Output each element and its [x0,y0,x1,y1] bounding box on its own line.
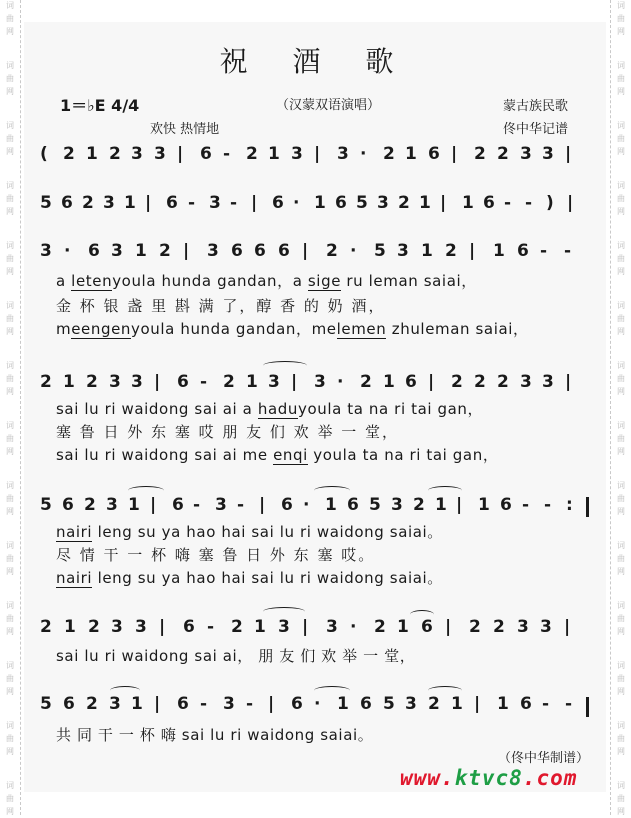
notation-symbol: - [542,694,550,714]
watermark-glyph: 曲 [6,254,14,263]
notation-symbol: - [188,193,196,213]
notation-symbol: 6 [183,617,195,637]
watermark-glyph: 曲 [617,374,625,383]
notation-symbol: 5 [40,193,52,213]
key-signature: 1＝♭E 4/4 [60,96,140,115]
notation-symbol: - [525,193,533,213]
notation-coda-line-2 [40,694,600,724]
barline: | [314,144,321,164]
lyric-chinese-line: 金 杯 银 盏 里 斟 满 了，醇 香 的 奶 酒， [56,297,386,315]
notation-symbol: 3 [391,495,403,515]
notation-symbol: 6 [61,193,73,213]
notation-symbol: 3 [268,372,280,392]
notation-intro-line-2 [40,193,600,223]
watermark-glyph: 词 [6,421,14,430]
notation-symbol: - [540,241,548,261]
notation-symbol: 2 [469,617,481,637]
tie-mark [428,686,462,695]
repeat-end-barline [586,497,589,517]
notation-symbol: - [200,372,208,392]
notation-symbol: 1 [419,193,431,213]
notation-symbol: - [504,193,512,213]
watermark-glyph: 网 [617,147,625,156]
notation-symbol: 3 [111,617,123,637]
tempo-marking: 欢快 热情地 [150,122,220,137]
notation-symbol: 3 [111,241,123,261]
notation-symbol: 2 [40,372,52,392]
notation-symbol: 1 [462,193,474,213]
barline: | [456,495,463,515]
watermark-glyph: 网 [6,567,14,576]
notation-symbol: 3 [314,372,326,392]
watermark-glyph: 词 [6,541,14,550]
watermark-glyph: 网 [617,87,625,96]
watermark-glyph: 网 [6,807,14,816]
tie-mark [128,486,164,495]
notation-symbol: 1 [128,495,140,515]
notation-symbol: - [564,241,572,261]
watermark-glyph: 网 [6,267,14,276]
notation-symbol: 2 [159,241,171,261]
watermark-glyph: 词 [617,61,625,70]
watermark-glyph: 词 [617,601,625,610]
barline: | [440,193,447,213]
lyric-mongolian-line: nairi leng su ya hao hai sai lu ri waidong saiai。 [56,523,443,541]
notation-symbol: 6 [200,144,212,164]
watermark-glyph: 曲 [617,134,625,143]
notation-symbol: 2 [383,144,395,164]
notation-symbol: ) [546,193,554,213]
notation-symbol: · [360,144,367,164]
watermark-glyph: 曲 [6,14,14,23]
notation-symbol: 3 [377,193,389,213]
notation-symbol: 1 [135,241,147,261]
notation-symbol: 5 [374,241,386,261]
notation-symbol: 6 [281,495,293,515]
notation-symbol: 1 [246,372,258,392]
watermark-glyph: 曲 [6,674,14,683]
barline: | [154,372,161,392]
barline: | [150,495,157,515]
notation-symbol: 2 [82,193,94,213]
watermark-glyph: 词 [6,121,14,130]
notation-symbol: 3 [337,144,349,164]
song-origin: 蒙古族民歌 [503,99,569,114]
notation-symbol: 6 [291,694,303,714]
notation-symbol: 2 [63,144,75,164]
lyric-mongolian-line: sai lu ri waidong sai ai a haduyoula ta na ri tai gan， [56,400,484,418]
site-logo-link[interactable]: www.ktvc8.com [400,766,578,790]
right-watermark-column [610,0,631,815]
watermark-glyph: 词 [617,661,625,670]
tie-mark [428,486,462,495]
tie-mark [314,686,350,695]
notation-symbol: · [350,617,357,637]
barline: | [177,144,184,164]
barline: | [302,241,309,261]
notation-symbol: 2 [84,495,96,515]
notation-symbol: 5 [356,193,368,213]
notation-symbol: 3 [405,694,417,714]
notation-symbol: - [207,617,215,637]
watermark-glyph: 曲 [6,434,14,443]
watermark-glyph: 曲 [617,554,625,563]
notation-symbol: 6 [172,495,184,515]
watermark-glyph: 曲 [617,434,625,443]
notation-symbol: 3 [542,372,554,392]
watermark-glyph: 词 [617,241,625,250]
notation-symbol: - [223,144,231,164]
notation-symbol: 2 [428,694,440,714]
notation-symbol: - [193,495,201,515]
final-barline [586,697,589,717]
notation-symbol: 5 [40,495,52,515]
watermark-glyph: 词 [6,361,14,370]
lyric-mongolian-line: nairi leng su ya hao hai sai lu ri waidong saiai。 [56,569,443,587]
notation-symbol: 6 [166,193,178,213]
notation-symbol: 6 [517,241,529,261]
tie-mark [110,686,140,695]
watermark-glyph: 词 [6,661,14,670]
notation-symbol: 3 [135,617,147,637]
notation-symbol: 6 [177,372,189,392]
watermark-glyph: 曲 [617,194,625,203]
lyric-mongolian-line: a letenyoula hunda gandan，a sige ru leman saiai， [56,272,477,290]
notation-symbol: 5 [40,694,52,714]
watermark-glyph: 曲 [617,494,625,503]
tie-mark [263,361,307,370]
notation-symbol: 1 [254,617,266,637]
watermark-glyph: 网 [617,507,625,516]
notation-symbol: - [200,694,208,714]
barline: | [445,617,452,637]
notation-symbol: - [544,495,552,515]
notation-symbol: 3 [131,372,143,392]
watermark-glyph: 曲 [6,734,14,743]
watermark-glyph: 词 [617,421,625,430]
watermark-glyph: 曲 [6,494,14,503]
watermark-glyph: 曲 [617,614,625,623]
watermark-glyph: 曲 [617,14,625,23]
barline: | [145,193,152,213]
watermark-glyph: 曲 [617,734,625,743]
lyric-mongolian-line: meengenyoula hunda gandan，melemen zhuleman saiai， [56,320,529,338]
notation-symbol: 2 [246,144,258,164]
notation-symbol: 3 [109,372,121,392]
watermark-glyph: 网 [6,687,14,696]
notation-symbol: 6 [500,495,512,515]
watermark-glyph: 词 [617,781,625,790]
lyric-chinese-line: 塞 鲁 日 外 东 塞 哎 朋 友 们 欢 举 一 堂， [56,423,399,441]
notation-symbol: 5 [369,495,381,515]
subtitle: （汉蒙双语演唱） [276,98,381,113]
notation-verse-line-1 [40,241,600,271]
watermark-glyph: 网 [617,447,625,456]
barline: | [183,241,190,261]
notation-symbol: 6 [62,495,74,515]
watermark-glyph: 网 [617,567,625,576]
watermark-glyph: 词 [617,1,625,10]
watermark-glyph: 网 [6,447,14,456]
notation-symbol: 2 [398,193,410,213]
watermark-glyph: 网 [6,507,14,516]
notation-symbol: 6 [272,193,284,213]
notation-symbol: 3 [278,617,290,637]
watermark-glyph: 曲 [6,74,14,83]
barline: | [302,617,309,637]
watermark-glyph: 词 [617,541,625,550]
barline: | [451,144,458,164]
notation-symbol: · [64,241,71,261]
watermark-glyph: 网 [6,147,14,156]
notation-symbol: 2 [474,144,486,164]
notation-symbol: 3 [131,144,143,164]
barline: | [474,694,481,714]
watermark-glyph: 网 [617,327,625,336]
watermark-glyph: 曲 [617,254,625,263]
watermark-glyph: 曲 [6,374,14,383]
barline: | [259,495,266,515]
barline: | [251,193,258,213]
watermark-glyph: 曲 [6,134,14,143]
notation-symbol: 2 [223,372,235,392]
notation-symbol: 3 [109,694,121,714]
notation-symbol: 3 [154,144,166,164]
watermark-glyph: 网 [617,747,625,756]
watermark-glyph: 网 [6,327,14,336]
watermark-glyph: 词 [617,301,625,310]
notation-symbol: 2 [374,617,386,637]
notation-symbol: 6 [278,241,290,261]
notation-symbol: 3 [517,617,529,637]
barline: | [291,372,298,392]
notation-symbol: 1 [131,694,143,714]
notation-symbol: 1 [383,372,395,392]
notation-symbol: 6 [254,241,266,261]
notation-symbol: 6 [428,144,440,164]
watermark-glyph: 词 [617,181,625,190]
notation-symbol: 1 [86,144,98,164]
watermark-glyph: 曲 [617,794,625,803]
watermark-glyph: 网 [617,27,625,36]
watermark-glyph: 词 [6,301,14,310]
notation-symbol: 2 [497,372,509,392]
left-watermark-column [0,0,21,815]
notation-symbol: 3 [215,495,227,515]
notation-symbol: 6 [360,694,372,714]
notation-symbol: 6 [421,617,433,637]
notation-symbol: 6 [88,241,100,261]
notation-symbol: 3 [40,241,52,261]
notation-symbol: 1 [493,241,505,261]
watermark-glyph: 曲 [6,314,14,323]
notation-symbol: 2 [493,617,505,637]
barline: | [565,144,572,164]
notation-symbol: 1 [478,495,490,515]
notation-symbol: 1 [314,193,326,213]
barline: | [268,694,275,714]
notation-symbol: 3 [520,144,532,164]
notation-symbol: 3 [326,617,338,637]
lyric-coda-line: sai lu ri waidong sai ai， 朋 友 们 欢 举 一 堂， [56,647,416,665]
watermark-glyph: 网 [617,627,625,636]
watermark-glyph: 词 [6,721,14,730]
watermark-glyph: 词 [6,781,14,790]
notation-symbol: 3 [520,372,532,392]
watermark-glyph: 曲 [6,554,14,563]
notation-symbol: 6 [231,241,243,261]
notation-symbol: 3 [207,241,219,261]
notation-symbol: 6 [63,694,75,714]
lyric-chinese-line: 尽 情 干 一 杯 嗨 塞 鲁 日 外 东 塞 哎。 [56,546,376,564]
notation-symbol: 5 [383,694,395,714]
notation-symbol: 2 [474,372,486,392]
notation-symbol: 3 [106,495,118,515]
notation-symbol: · [350,241,357,261]
notation-symbol: 1 [337,694,349,714]
notation-symbol: 6 [483,193,495,213]
watermark-glyph: 网 [617,207,625,216]
watermark-glyph: 词 [6,241,14,250]
notation-symbol: - [237,495,245,515]
watermark-glyph: 词 [617,481,625,490]
barline: | [428,372,435,392]
notation-symbol: 6 [520,694,532,714]
lyric-mongolian-line: sai lu ri waidong sai ai me enqi youla ta na ri tai gan， [56,446,499,464]
notation-symbol: 2 [231,617,243,637]
watermark-glyph: 网 [6,627,14,636]
watermark-glyph: 网 [6,387,14,396]
watermark-glyph: 网 [617,807,625,816]
watermark-glyph: 网 [6,87,14,96]
watermark-glyph: 网 [617,267,625,276]
watermark-glyph: 词 [617,721,625,730]
song-title: 祝 酒 歌 [219,45,412,78]
notation-symbol: 6 [405,372,417,392]
transcriber: 佟中华记谱 [503,122,569,137]
notation-symbol: 1 [421,241,433,261]
barline: | [154,694,161,714]
notation-symbol: 3 [223,694,235,714]
barline: | [159,617,166,637]
notation-symbol: - [230,193,238,213]
lyric-coda-line: 共 同 干 一 杯 嗨 sai lu ri waidong saiai。 [56,726,374,744]
footer-credit: （佟中华制谱） [498,751,590,766]
watermark-glyph: 曲 [617,314,625,323]
notation-symbol: 1 [63,372,75,392]
notation-symbol: ( [40,144,48,164]
notation-symbol: 2 [86,694,98,714]
notation-symbol: 1 [64,617,76,637]
notation-symbol: 6 [177,694,189,714]
notation-symbol: - [246,694,254,714]
watermark-glyph: 网 [617,387,625,396]
watermark-glyph: 词 [6,61,14,70]
notation-symbol: · [293,193,300,213]
barline: | [565,372,572,392]
notation-symbol: · [337,372,344,392]
notation-symbol: 3 [540,617,552,637]
notation-symbol: : [566,495,573,515]
watermark-glyph: 词 [6,181,14,190]
watermark-glyph: 词 [617,361,625,370]
notation-symbol: · [303,495,310,515]
notation-symbol: 2 [88,617,100,637]
watermark-glyph: 网 [6,207,14,216]
notation-symbol: 6 [335,193,347,213]
watermark-glyph: 网 [6,747,14,756]
notation-symbol: 1 [124,193,136,213]
watermark-glyph: 曲 [6,794,14,803]
notation-symbol: 3 [103,193,115,213]
watermark-glyph: 曲 [617,674,625,683]
watermark-glyph: 曲 [6,194,14,203]
notation-symbol: 1 [435,495,447,515]
watermark-glyph: 网 [6,27,14,36]
watermark-glyph: 曲 [617,74,625,83]
notation-symbol: 1 [325,495,337,515]
notation-symbol: 2 [445,241,457,261]
barline: | [567,193,574,213]
notation-symbol: 2 [497,144,509,164]
notation-symbol: 1 [268,144,280,164]
notation-coda-line-1 [40,617,600,647]
notation-symbol: 6 [347,495,359,515]
notation-symbol: 1 [497,694,509,714]
barline: | [564,617,571,637]
notation-symbol: 2 [413,495,425,515]
notation-symbol: 1 [405,144,417,164]
notation-symbol: 2 [360,372,372,392]
notation-symbol: 3 [542,144,554,164]
tie-mark [410,610,434,619]
notation-symbol: 2 [451,372,463,392]
notation-symbol: - [565,694,573,714]
notation-symbol: 3 [291,144,303,164]
notation-symbol: 2 [326,241,338,261]
notation-symbol: 3 [397,241,409,261]
barline: | [469,241,476,261]
notation-symbol: 3 [209,193,221,213]
watermark-glyph: 词 [6,601,14,610]
notation-symbol: 2 [40,617,52,637]
notation-intro-line-1 [40,144,600,174]
notation-symbol: 2 [86,372,98,392]
notation-symbol: 1 [397,617,409,637]
watermark-glyph: 词 [6,481,14,490]
notation-symbol: · [314,694,321,714]
notation-symbol: 1 [451,694,463,714]
notation-symbol: 2 [109,144,121,164]
watermark-glyph: 词 [6,1,14,10]
watermark-glyph: 网 [617,687,625,696]
tie-mark [314,486,350,495]
tie-mark [263,607,305,616]
notation-symbol: - [522,495,530,515]
watermark-glyph: 曲 [6,614,14,623]
watermark-glyph: 词 [617,121,625,130]
